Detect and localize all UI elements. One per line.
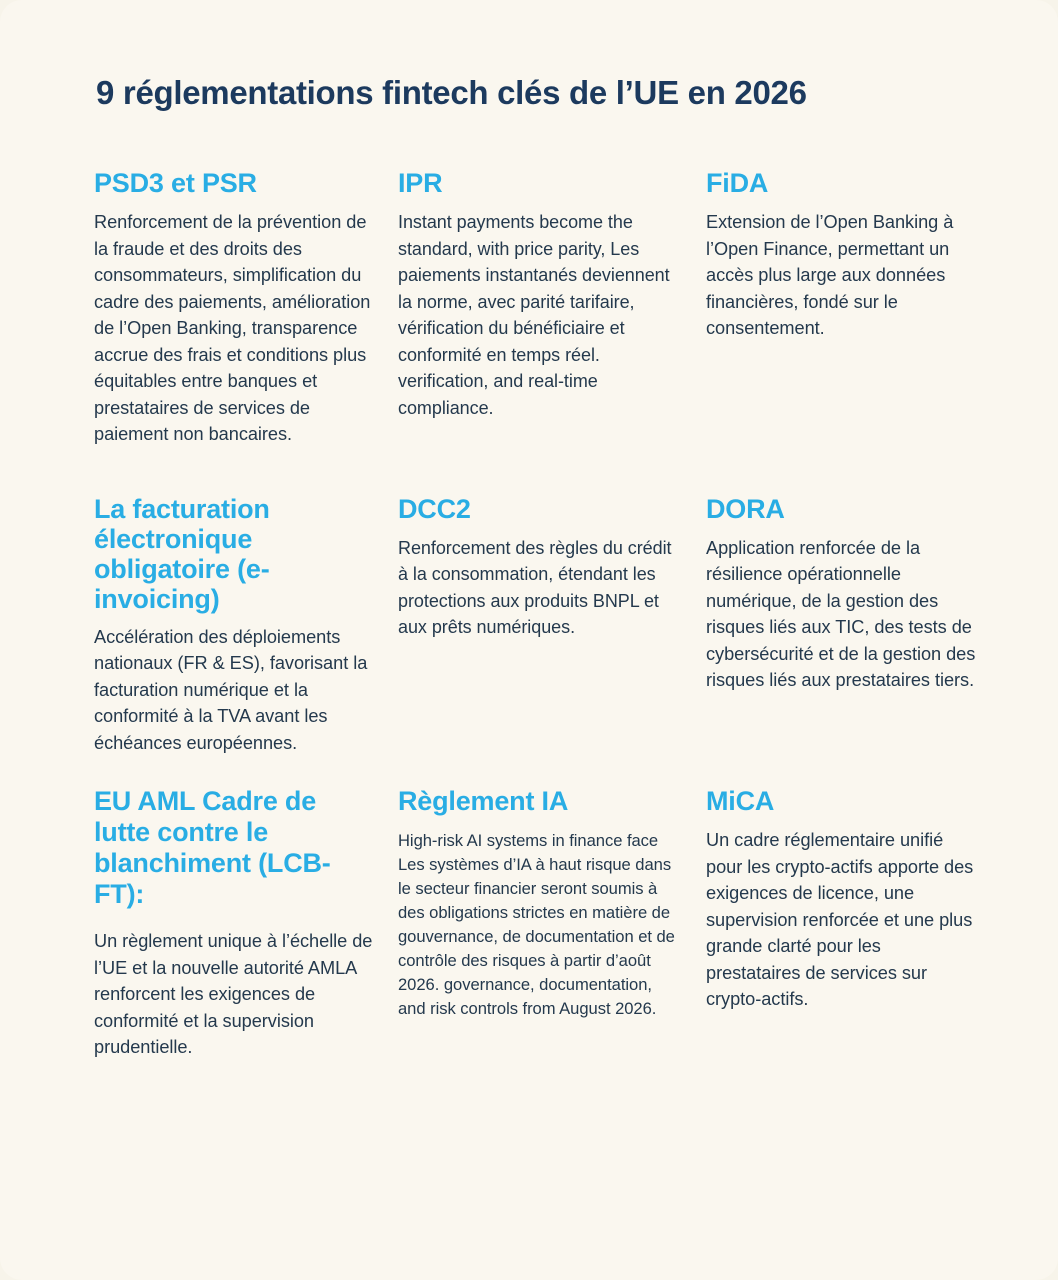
card-body-dcc2: Renforcement des règles du crédit à la consommation, étendant les protections aux produits BNPL et aux prêts numériques. [398, 537, 672, 637]
cell-dcc2 [398, 448, 698, 757]
card-title-dcc2: DCC2 [398, 493, 471, 524]
card-body-mica: Un cadre réglementaire unifié pour les crypto-actifs apporte des exigences de licence, une supervision renforcée et une plus grande clarté pour les prestataires de services sur crypto-actifs. [706, 830, 974, 1009]
card-body-einvoicing: Accélération des déploiements nationaux (FR & ES), favorisant la facturation numérique et la conformité à la TVA avant les échéances européennes. [94, 626, 368, 753]
regulations-grid [0, 168, 1058, 1061]
card-title-reglement-ia: Règlement IA [398, 786, 569, 816]
card-body-dora: Application renforcée de la résilience opérationnelle numérique, de la gestion des risques liés aux TIC, des tests de cybersécurité et de la gestion des risques liés aux prestataires tiers. [706, 537, 976, 690]
cell-einvoicing [94, 448, 390, 757]
card-title-fida: FiDA [706, 168, 769, 198]
page-title: 9 réglementations fintech clés de l’UE en 2026 [96, 74, 807, 111]
card-title-psd3-psr: PSD3 et PSR [94, 168, 257, 198]
card-title-mica: MiCA [706, 786, 775, 816]
card-body-ipr: Instant payments become the standard, with price parity, Les paiements instantanés deviennent la norme, avec parité tarifaire, vérification du bénéficiaire et conformité en temps réel. verification, and real-time compliance. [398, 212, 670, 418]
card-title-eu-aml: EU AML Cadre de lutte contre le blanchiment (LCB-FT): [94, 786, 331, 909]
card-title-ipr: IPR [398, 168, 443, 198]
cell-mica [706, 756, 996, 1061]
card-title-dora: DORA [706, 493, 785, 524]
cell-reglement-ia [398, 756, 698, 1061]
card-body-fida: Extension de l’Open Banking à l’Open Finance, permettant un accès plus large aux données financières, fondé sur le consentement. [706, 212, 954, 338]
cell-fida [706, 168, 996, 448]
card-body-eu-aml: Un règlement unique à l’échelle de l’UE et la nouvelle autorité AMLA renforcent les exigences de conformité et la supervision prudentielle. [94, 931, 373, 1057]
cell-eu-aml [94, 756, 390, 1061]
card-body-psd3-psr: Renforcement de la prévention de la fraude et des droits des consommateurs, simplification du cadre des paiements, amélioration de l’Open Banking, transparence accrue des frais et conditions plus équitables entre banques et prestataires de services de paiement non bancaires. [94, 212, 371, 444]
cell-psd3-psr [94, 168, 390, 448]
card-body-reglement-ia: High-risk AI systems in finance face Les systèmes d’IA à haut risque dans le secteur financier seront soumis à des obligations strictes en matière de gouvernance, de documentation et de contrôle des risques à partir d’août 2026. governance, documentation, and risk controls from August 2026. [398, 831, 675, 1018]
card-title-einvoicing: La facturation électronique obligatoire (e-invoicing) [94, 493, 270, 614]
cell-ipr [398, 168, 698, 448]
cell-dora [706, 448, 996, 757]
